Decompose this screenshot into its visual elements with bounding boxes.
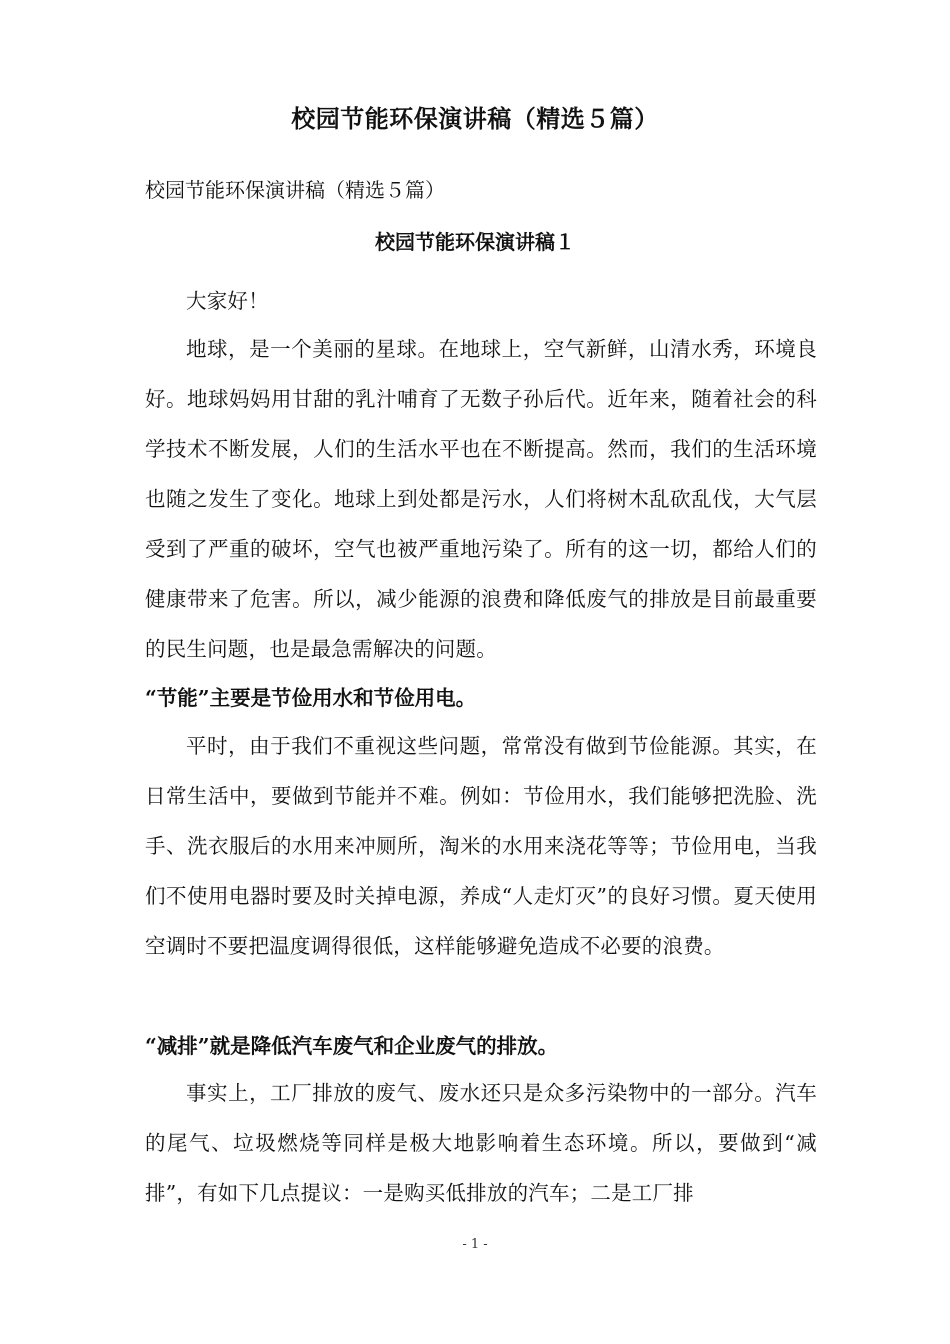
body-paragraph-3: 事实上，工厂排放的废气、废水还只是众多污染物中的一部分。汽车的尾气、垃圾燃烧等同样是极大地影响着生态环境。所以，要做到“减排”，有如下几点提议：一是购买低排放的汽车；二是工厂排 bbox=[145, 1081, 817, 1205]
page-number: - 1 - bbox=[462, 1237, 488, 1252]
document-subtitle: 校园节能环保演讲稿（精选５篇） bbox=[145, 178, 445, 202]
section-title: 校园节能环保演讲稿１ bbox=[375, 230, 575, 254]
document-title: 校园节能环保演讲稿（精选５篇） bbox=[291, 104, 659, 133]
bold-heading-energy-saving: “节能”主要是节俭用水和节俭用电。 bbox=[145, 686, 477, 710]
bold-heading-emission-reduction: “减排”就是降低汽车废气和企业废气的排放。 bbox=[145, 1034, 559, 1058]
greeting-paragraph: 大家好！ bbox=[186, 289, 269, 313]
body-paragraph-1: 地球，是一个美丽的星球。在地球上，空气新鲜，山清水秀，环境良好。地球妈妈用甘甜的乳汁哺育了无数子孙后代。近年来，随着社会的科学技术不断发展，人们的生活水平也在不断提高。然而，我们的生活环境也随之发生了变化。地球上到处都是污水，人们将树木乱砍乱伐，大气层受到了严重的破坏，空气也被严重地污染了。所有的这一切，都给人们的健康带来了危害。所以，减少能源的浪费和降低废气的排放是目前最重要的民生问题，也是最急需解决的问题。 bbox=[145, 337, 817, 661]
body-paragraph-2: 平时，由于我们不重视这些问题，常常没有做到节俭能源。其实，在日常生活中，要做到节能并不难。例如：节俭用水，我们能够把洗脸、洗手、洗衣服后的水用来冲厕所，淘米的水用来浇花等等；节俭用电，当我们不使用电器时要及时关掉电源，养成“人走灯灭”的良好习惯。夏天使用空调时不要把温度调得很低，这样能够避免造成不必要的浪费。 bbox=[145, 734, 817, 958]
